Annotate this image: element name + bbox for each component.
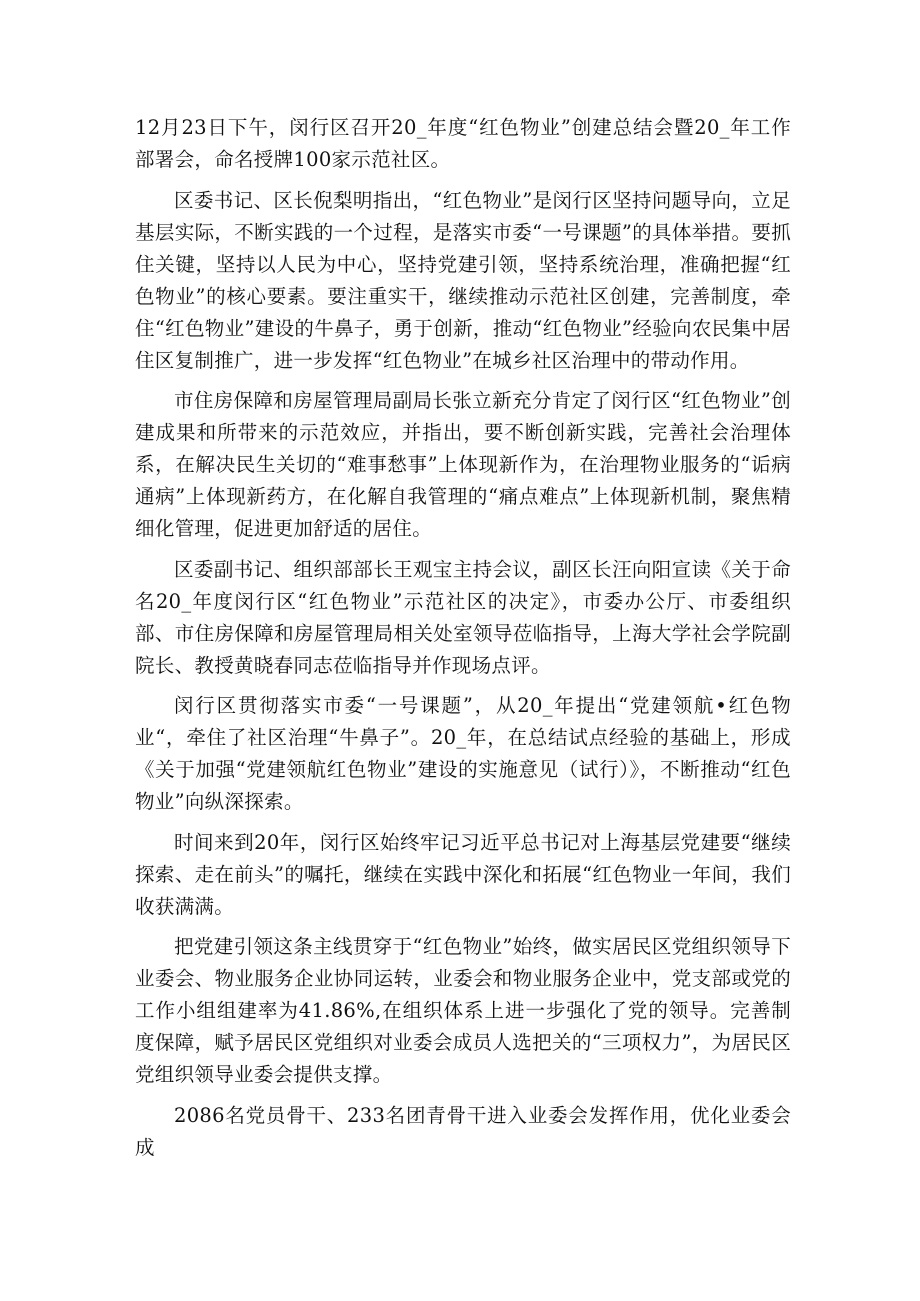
paragraph-implementation: 闵行区贯彻落实市委“一号课题”，从20_年提出“党建领航•红色物业“，牵住了社区治理“牛鼻子”。20_年，在总结试点经验的基础上，形成《关于加强“党建领航红色物业”建设的实施意见（试行）》，不断推动“红色物业”向纵深探索。 [135, 694, 791, 813]
paragraph-members: 2086名党员骨干、233名团青骨干进入业委会发挥作用，优化业委会成 [135, 1103, 791, 1159]
paragraph-year-review: 时间来到20年，闵行区始终牢记习近平总书记对上海基层党建要“继续探索、走在前头”的嘱托，继续在实践中深化和拓展“红色物业一年间，我们收获满满。 [135, 830, 791, 918]
paragraph-district-secretary: 区委书记、区长倪梨明指出，“红色物业”是闵行区坚持问题导向，立足基层实际，不断实践的一个过程，是落实市委“一号课题”的具体举措。要抓住关键，坚持以人民为中心，坚持党建引领，坚持系统治理，准确把握“红色物业”的核心要素。要注重实干，继续推动示范社区创建，完善制度，牵住“红色物业”建设的牛鼻子，勇于创新，推动“红色物业”经验向农民集中居住区复制推广，进一步发挥“红色物业”在城乡社区治理中的带动作用。 [135, 188, 791, 372]
paragraph-meeting-host: 区委副书记、组织部部长王观宝主持会议，副区长汪向阳宣读《关于命名20_年度闵行区“红色物业”示范社区的决定》，市委办公厅、市委组织部、市住房保障和房屋管理局相关处室领导莅临指导，上海大学社会学院副院长、教授黄晓春同志莅临指导并作现场点评。 [135, 557, 791, 677]
paragraph-housing-bureau: 市住房保障和房屋管理局副局长张立新充分肯定了闵行区“红色物业”创建成果和所带来的示范效应，并指出，要不断创新实践，完善社会治理体系，在解决民生关切的“难事愁事”上体现新作为，在治理物业服务的“诟病通病”上体现新药方，在化解自我管理的“痛点难点”上体现新机制，聚焦精细化管理，促进更加舒适的居住。 [135, 389, 791, 540]
document-body [135, 112, 791, 1172]
paragraph-party-leadership: 把党建引领这条主线贯穿于“红色物业”始终，做实居民区党组织领导下业委会、物业服务企业协同运转，业委会和物业服务企业中，党支部或党的工作小组组建率为41.86%,在组织体系上进一步强化了党的领导。完善制度保障，赋予居民区党组织对业委会成员人选把关的“三项权力”，为居民区党组织领导业委会提供支撑。 [135, 935, 791, 1086]
paragraph-meeting-intro: 12月23日下午，闵行区召开20_年度“红色物业”创建总结会暨20_年工作部署会，命名授牌100家示范社区。 [135, 116, 791, 171]
